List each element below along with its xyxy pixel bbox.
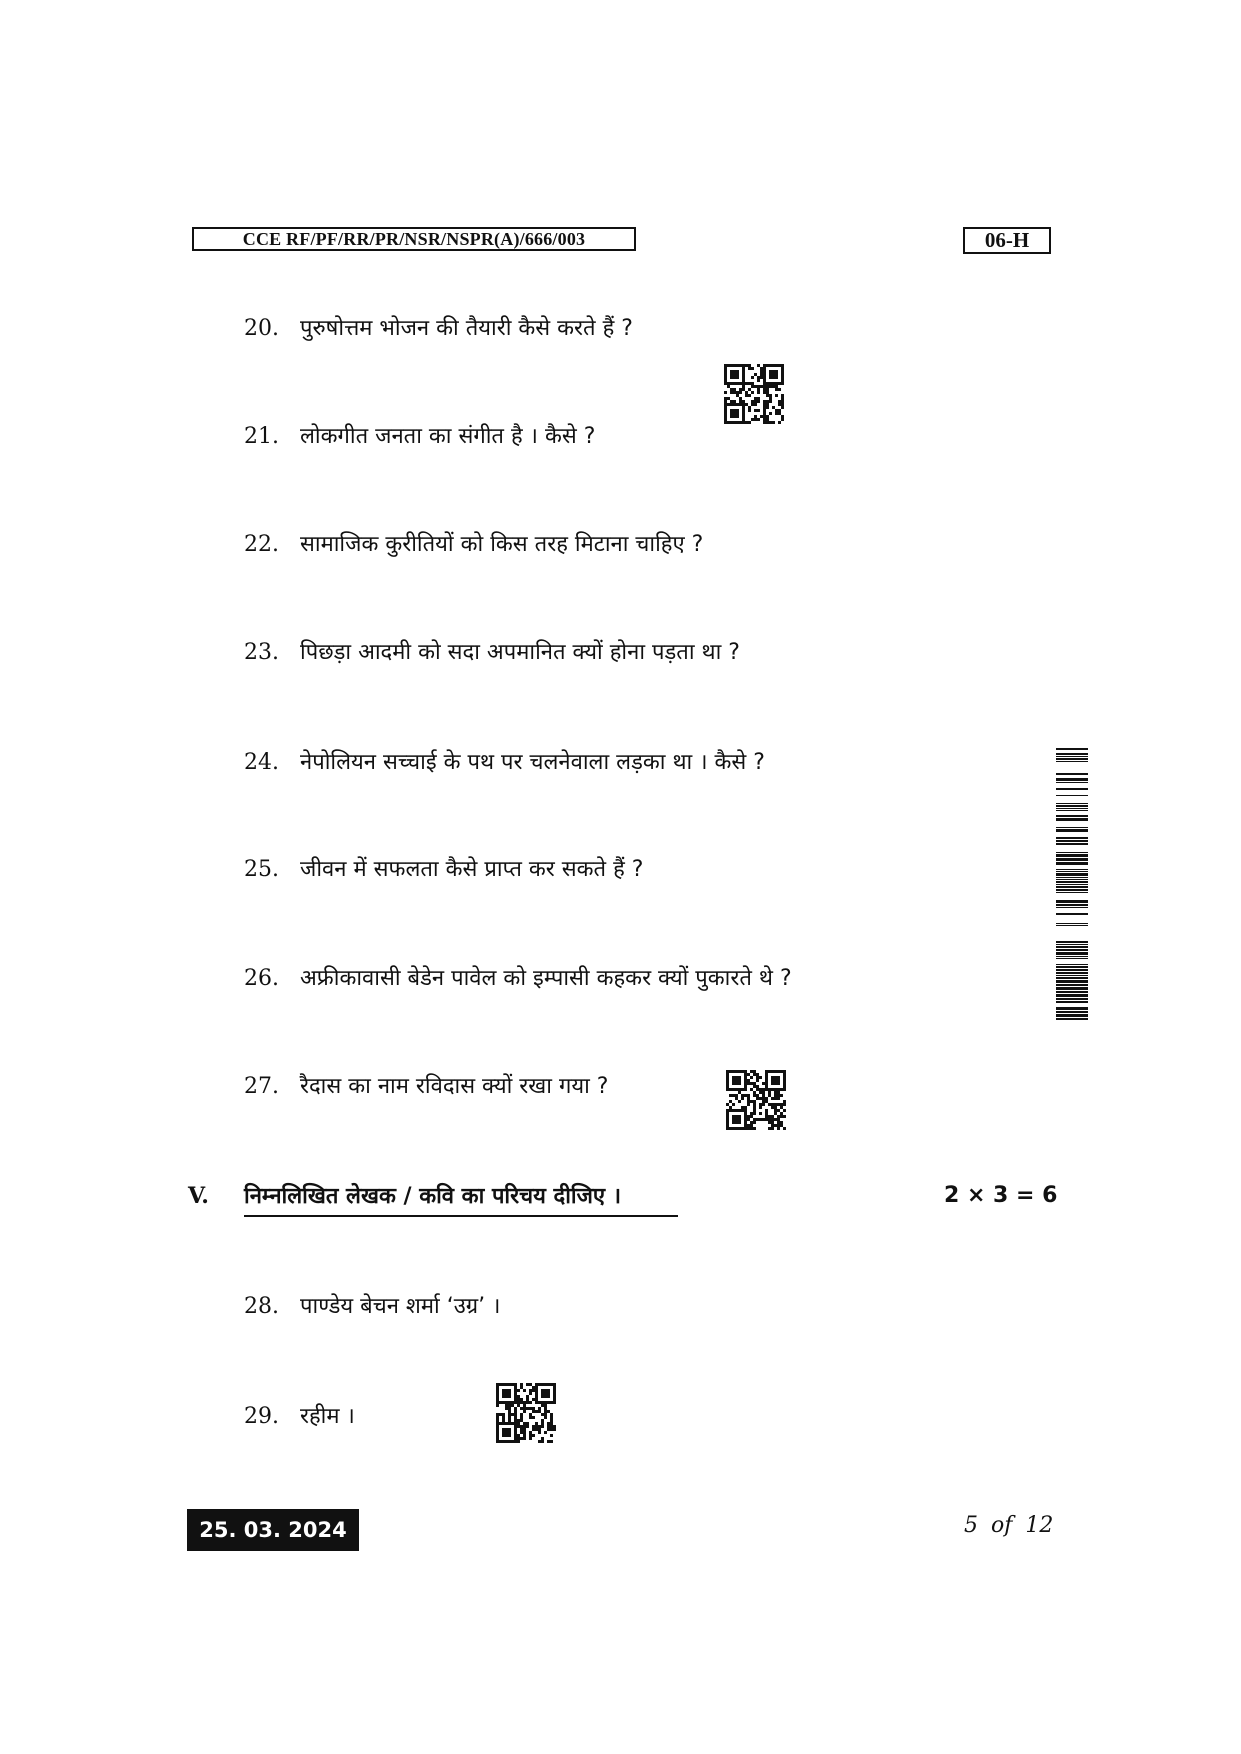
question-text: अफ्रीकावासी बेडेन पावेल को इम्पासी कहकर क्यों पुकारते थे ? <box>300 966 792 991</box>
question-text: पुरुषोत्तम भोजन की तैयारी कैसे करते हैं ? <box>300 316 633 341</box>
qr-code-icon <box>496 1383 556 1443</box>
question-24 <box>244 746 765 776</box>
question-number: 20. <box>244 316 279 341</box>
question-20 <box>244 312 633 342</box>
question-number: 26. <box>244 966 279 991</box>
question-number: 22. <box>244 532 279 557</box>
section-title: निम्नलिखित लेखक / कवि का परिचय दीजिए । <box>244 1180 678 1217</box>
section-number: V. <box>188 1183 209 1209</box>
question-23 <box>244 636 740 666</box>
question-21 <box>244 420 595 450</box>
question-number: 21. <box>244 424 279 449</box>
page-number: 5 of 12 <box>964 1513 1054 1538</box>
question-text: लोकगीत जनता का संगीत है । कैसे ? <box>300 424 596 449</box>
question-number: 25. <box>244 857 279 882</box>
question-26 <box>244 962 792 992</box>
question-text: नेपोलियन सच्चाई के पथ पर चलनेवाला लड़का था । कैसे ? <box>300 750 765 775</box>
question-text: जीवन में सफलता कैसे प्राप्त कर सकते हैं ? <box>300 857 644 882</box>
question-28 <box>244 1290 501 1320</box>
question-number: 27. <box>244 1074 279 1099</box>
question-text: रैदास का नाम रविदास क्यों रखा गया ? <box>300 1074 609 1099</box>
qr-code-icon <box>724 364 784 424</box>
section-marks: 2 × 3 = 6 <box>944 1183 1058 1208</box>
question-text: रहीम । <box>300 1404 355 1429</box>
qr-code-icon <box>726 1070 786 1130</box>
paper-code: 06-H <box>963 227 1051 254</box>
question-25 <box>244 853 643 883</box>
question-text: सामाजिक कुरीतियों को किस तरह मिटाना चाहिए ? <box>300 532 704 557</box>
question-number: 28. <box>244 1294 279 1319</box>
question-29 <box>244 1400 355 1430</box>
question-22 <box>244 528 703 558</box>
question-number: 29. <box>244 1404 279 1429</box>
exam-code: CCE RF/PF/RR/PR/NSR/NSPR(A)/666/003 <box>192 227 636 251</box>
exam-date: 25. 03. 2024 <box>187 1509 359 1551</box>
question-number: 24. <box>244 750 279 775</box>
barcode-icon <box>1056 748 1088 1020</box>
question-27 <box>244 1070 608 1100</box>
question-number: 23. <box>244 640 279 665</box>
question-text: पाण्डेय बेचन शर्मा ‘उग्र’ । <box>300 1294 501 1319</box>
question-text: पिछड़ा आदमी को सदा अपमानित क्यों होना पड़ता था ? <box>300 640 740 665</box>
